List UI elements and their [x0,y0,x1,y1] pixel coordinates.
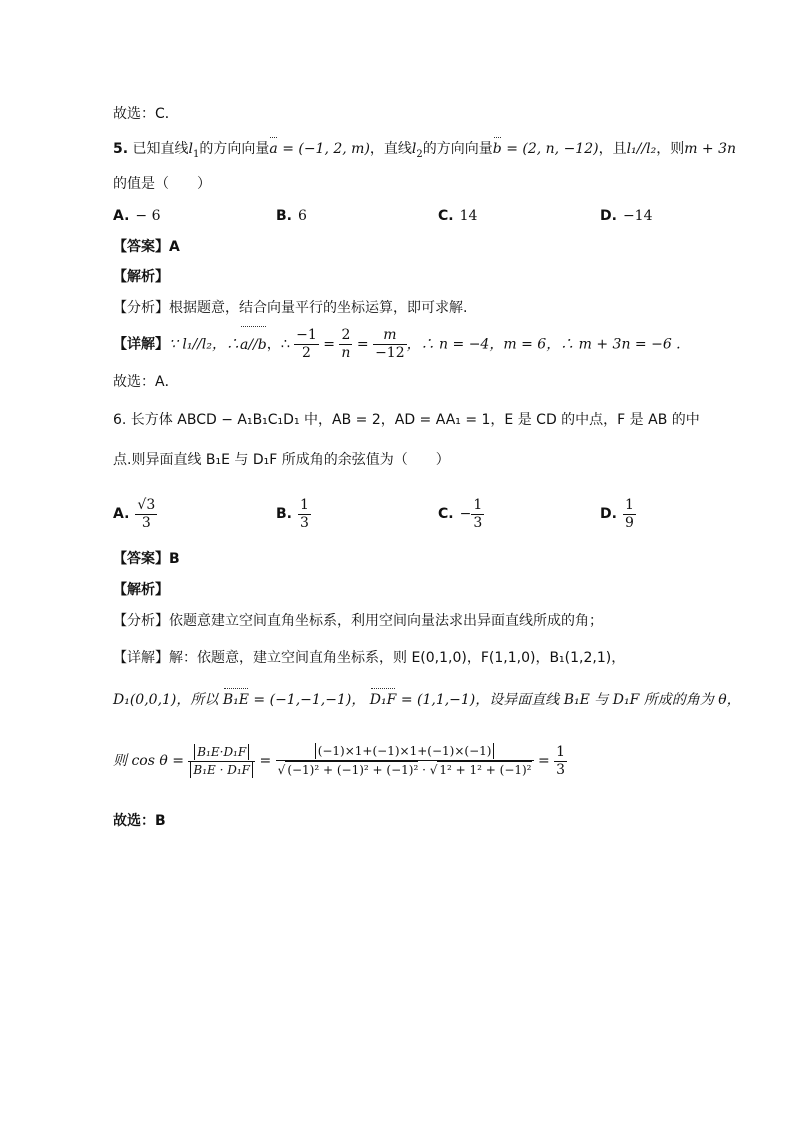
q5-answer: 【答案】A [113,239,180,255]
q5-parallel: l₁//l₂ [626,141,657,157]
q5-detail-d: ，∴ n = −4， [406,336,504,353]
q5-conclusion: 故选：A． [113,374,179,390]
q5-frac-2: $\frac{2}{n}$ [341,327,351,361]
q5-expression: m + 3n [684,141,737,157]
q5-analysis-tag: 【解析】 [113,269,169,285]
q6-stem-line2: 点.则异面直线 B₁E 与 D₁F 所成角的余弦值为（ ） [113,452,450,468]
q6-detail-line1: 【详解】解：依题意，建立空间直角坐标系，则 E(0,1,0)，F(1,1,0)，B₁(1,2,1)， [113,650,626,666]
q5-detail-parallel: a//b [240,328,267,362]
q6-option-b: B. $\frac{1}{3}$ [276,496,309,531]
q5-option-c: C. 14 [438,208,478,224]
q5-b-value: = (2, n, −12) [506,141,599,157]
q6-option-a: A. $\frac{√3}{3}$ [113,496,156,531]
q6-d1f-value: = (1,1,−1)，设异面直线 B₁E 与 D₁F 所成的角为 θ， [400,692,741,708]
q5-stem-a: 已知直线 [132,141,189,157]
q5-frac-3: $\frac{m}{-12}$ [375,327,405,361]
q5-option-b: B. 6 [276,208,307,224]
q5-option-a: A. − 6 [113,208,161,224]
q5-stem-c: ，直线 [369,141,412,157]
q5-detail-f: ，∴ m + 3n = −6 . [546,336,681,353]
q5-stem-d: 的方向向量 [422,141,493,157]
q5-a-value: = (−1, 2, m) [282,141,370,157]
q5-detail: 【详解】∵ l₁//l₂，∴a//b，∴ $\frac{-1}{2}$ = $\frac{2}{n}$ = $\frac{m}{-12}$ ，∴ n = −4，m = 6，∴ m + 3n = −6 . [113,327,681,361]
q5-detail-c: ，∴ [266,336,290,353]
q6-big-frac: $\frac{(-1)\times 1+(-1)\times 1+(-1)\times(-1)}{\text{√ (−1)² + (−1)² + (−1)² · √ 1² + 1² + (−1)²}}$ [277,744,532,777]
q5-option-d: D. −14 [600,208,653,224]
q6-analysis-tag: 【解析】 [113,582,169,598]
q5-stem-f: ，则 [656,141,685,157]
q5-frac-1: $\frac{-1}{2}$ [296,327,317,361]
q5-fenxi: 【分析】根据题意，结合向量平行的坐标运算，即可求解. [113,300,468,316]
q5-detail-tag: 【详解】 [113,336,169,353]
q6-detail-d1: D₁(0,0,1)，所以 [113,692,219,708]
q6-answer: 【答案】B [113,551,180,567]
q5-stem-e: ，且 [598,141,627,157]
q6-cos-prefix: 则 cos θ = [113,753,184,769]
q6-cos-formula: 则 cos θ = $\frac{\text{B₁E·D₁F}}{\text{B₁E · D₁F}}$ = $\frac{(-1)\times 1+(-1)\times 1+(-1)\times(-1)}{\text{√ (−1)² + (−1)² + (−1)² · √ 1² + 1² + (−1)²}}$ = $\frac{1}{3}$ [113,743,566,778]
q5-l1: $l_1$ [188,141,200,160]
q6-result-frac: $\frac{1}{3}$ [556,743,566,778]
q5-stem-line2: 的值是（ ） [113,176,211,192]
q5-number: 5. [113,141,129,157]
q6-stem-line1: 6. 长方体 ABCD − A₁B₁C₁D₁ 中，AB = 2，AD = AA₁ = 1，E 是 CD 的中点，F 是 AB 的中 [113,412,700,428]
q6-detail-line2 [113,690,741,710]
q5-vector-b: b [492,141,502,157]
q6-conclusion: 故选：B [113,813,166,829]
q6-vector-b1e: B₁E [222,692,249,708]
q6-cos-frac: $\frac{\text{B₁E·D₁F}}{\text{B₁E · D₁F}}$ [188,744,255,779]
q6-option-c: C. − $\frac{1}{3}$ [438,496,483,531]
q6-vector-d1f: D₁F [369,692,397,708]
prev-answer: 故选：C． [113,106,179,122]
q5-stem-line1 [113,139,736,165]
q5-detail-e: m = 6 [503,336,547,353]
q5-detail-a: ∵ l₁//l₂，∴ [169,336,240,353]
q5-l2: $l_2$ [411,141,423,160]
q6-b1e-value: = (−1,−1,−1)， [253,692,366,708]
q6-fenxi: 【分析】依题意建立空间直角坐标系，利用空间向量法求出异面直线所成的角； [113,613,603,629]
q6-option-d: D. $\frac{1}{9}$ [600,496,634,531]
q5-vector-a: a [269,141,278,157]
q5-stem-b: 的方向向量 [199,141,270,157]
